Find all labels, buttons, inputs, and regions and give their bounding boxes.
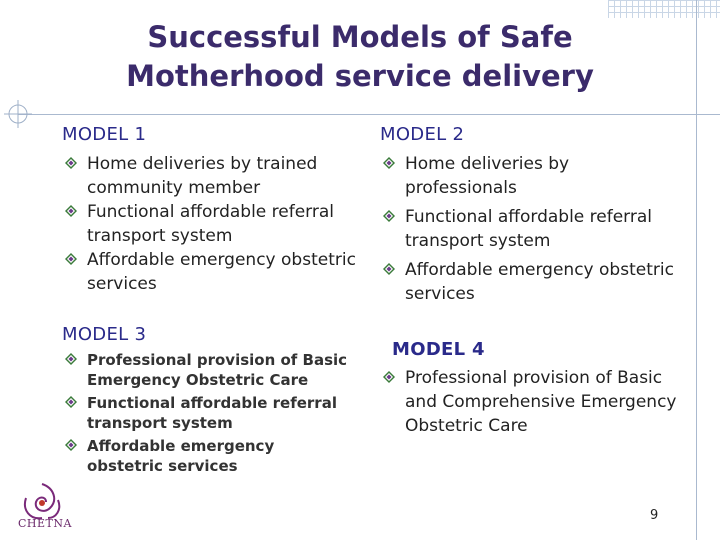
list-item — [60, 248, 360, 296]
vertical-guide-line — [696, 0, 697, 540]
list-item-text: Affordable emergency obstetric services — [405, 260, 674, 304]
model-3-list — [60, 350, 350, 479]
model-2-heading: MODEL 2 — [380, 124, 465, 145]
list-item-text: Affordable emergency obstetric services — [87, 437, 275, 475]
corner-grid-decoration — [608, 0, 720, 18]
slide-title-line-1: Successful Models of Safe — [147, 20, 573, 54]
model-3-heading: MODEL 3 — [62, 324, 147, 345]
diamond-bullet-icon — [65, 205, 77, 217]
list-item-text: Functional affordable referral transport system — [405, 207, 652, 251]
diamond-bullet-icon — [383, 157, 395, 169]
list-item-text: Functional affordable referral transport system — [87, 202, 334, 246]
list-item — [60, 200, 360, 248]
list-item — [60, 152, 360, 200]
diamond-bullet-icon — [65, 353, 76, 364]
page-number: 9 — [650, 508, 659, 523]
slide-title-line-2: Motherhood service delivery — [126, 59, 594, 93]
diamond-bullet-icon — [383, 263, 395, 275]
list-item — [60, 350, 350, 390]
diamond-bullet-icon — [383, 371, 395, 383]
diamond-bullet-icon — [65, 157, 77, 169]
list-item-text: Functional affordable referral transport system — [87, 394, 337, 432]
diamond-bullet-icon — [65, 396, 76, 407]
list-item-text: Home deliveries by trained community member — [87, 154, 318, 198]
list-item-text: Professional provision of Basic Emergency Obstetric Care — [87, 351, 348, 389]
list-item-text: Home deliveries by professionals — [405, 154, 570, 198]
list-item — [60, 393, 350, 433]
model-4-heading: MODEL 4 — [392, 339, 485, 360]
model-2-list — [378, 152, 678, 311]
model-1-list — [60, 152, 360, 296]
list-item — [60, 436, 350, 476]
list-item-text: Professional provision of Basic and Comprehensive Emergency Obstetric Care — [405, 368, 677, 436]
diamond-bullet-icon — [65, 253, 77, 265]
logo-text: CHETNA — [18, 517, 72, 530]
crosshair-icon — [4, 100, 32, 128]
list-item — [378, 258, 678, 306]
model-4-list — [378, 366, 678, 438]
list-item-text: Affordable emergency obstetric services — [87, 250, 356, 294]
slide-title — [40, 18, 680, 96]
horizontal-guide-line — [18, 114, 720, 115]
list-item — [378, 152, 678, 200]
list-item — [378, 205, 678, 253]
diamond-bullet-icon — [65, 439, 76, 450]
model-1-heading: MODEL 1 — [62, 124, 147, 145]
list-item — [378, 366, 678, 438]
diamond-bullet-icon — [383, 210, 395, 222]
